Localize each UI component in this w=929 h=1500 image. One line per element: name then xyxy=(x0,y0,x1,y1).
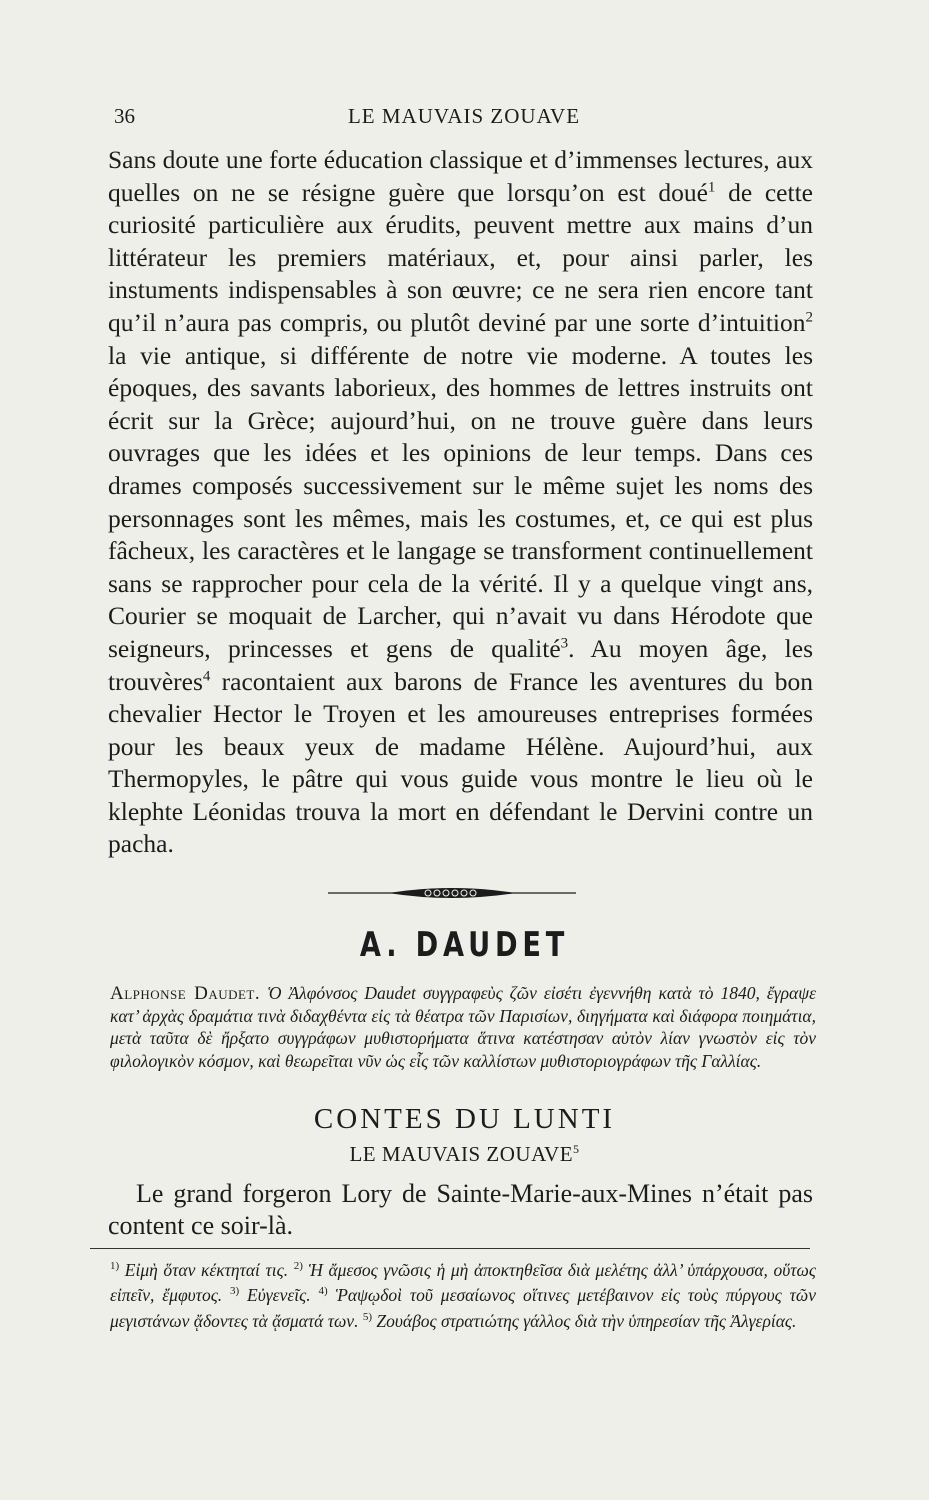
author-name: Alphonse Daudet. xyxy=(110,983,261,1004)
footnote-text: Ἡ ἄμεσος γνῶσις ἡ μὴ ἀποκτηθεῖσα διὰ μελέτης ἀλλ’ ὑπάρχουσα, οὕτως εἰπεῖν, ἔμφυτος. xyxy=(110,1259,816,1306)
story-opening: Le grand forgeron Lory de Sainte-Marie-aux-Mines n’était pas content ce soir-là. xyxy=(108,1179,813,1240)
footnote-marker: 4) xyxy=(318,1285,328,1298)
footnote-marker: 3) xyxy=(230,1285,240,1298)
footnote-ref: 2 xyxy=(805,309,813,326)
body-text-part: . Au moyen âge, les trouvères xyxy=(108,633,814,696)
body-text-part: de cette curiosité particulière aux érudits, peuvent mettre aux mains d’un littérateur les premiers matériaux, et, pour ainsi parler, les instuments indispensables à son œuvre; ce ne sera rien encore tant qu’il n’aura pas compris, ou plutôt deviné par une sorte d’intuition xyxy=(108,177,813,337)
footnote-text: Εἰμὴ ὅταν κέκτηταί τις. xyxy=(119,1259,294,1280)
footnote-text: Ῥαψῳδοὶ τοῦ μεσαίωνος οἵτινες μετέβαινον εἰς τοὺς πύργους τῶν μεγιστάνων ᾄδοντες τὰ ᾄσματά των. xyxy=(110,1285,817,1331)
story-title-text: LE MAUVAIS ZOUAVE xyxy=(349,1142,574,1166)
author-heading: A. DAUDET xyxy=(359,925,570,965)
story-collection-title: CONTES DU LUNTI xyxy=(313,1103,616,1135)
page-number: 36 xyxy=(114,104,135,128)
running-title: LE MAUVAIS ZOUAVE xyxy=(347,104,581,128)
body-text-part: Sans doute une forte éducation classique et d’immenses lectures, aux quelles on ne se résigne guère que lorsqu’on est doué xyxy=(108,145,813,207)
footnote-divider xyxy=(90,1248,810,1249)
footnotes xyxy=(110,1256,816,1332)
body-paragraph xyxy=(108,144,813,861)
biography-text: Ὁ Ἀλφόνσος Daudet συγγραφεὺς ζῶν εἰσέτι ἐγεννήθη κατὰ τὸ 1840, ἔγραψε κατ’ ἀρχὰς δραμάτια τινὰ διδαχθέντα εἰς τὰ θέατρα τῶν Παρισίων, διηγήματα καὶ διάφορα ποιημάτια, μετὰ ταῦτα δὲ ἤρξατο συγγράφων μυθιστορήματα ἅτινα κατέστησαν αὐτὸν λίαν γνωστὸν εἰς τὸν φιλολογικὸν κόσμον, καὶ θεωρεῖται νῦν ὡς εἷς τῶν καλλίστων μυθιστοριογράφων τῆς Γαλλίας. xyxy=(110,983,816,1071)
footnote-marker: 5) xyxy=(362,1310,372,1323)
footnote-text: Ζουάβος στρατιώτης γάλλος διὰ τὴν ὑπηρεσίαν τῆς Ἀλγερίας. xyxy=(372,1310,797,1331)
body-text-part: la vie antique, si différente de notre vie moderne. A toutes les époques, des savants laborieux, des hommes de lettres instruits ont écrit sur la Grèce; aujourd’hui, on ne trouve guère dans leurs ouvrages que les idées et les opinions de leur temps. Dans ces drames composés successivement sur le même sujet les noms des personnages sont les mêmes, mais les costumes, et, ce qui est plus fâcheux, les caractères et le langage se transforment continuellement sans se rapprocher pour cela de la vérité. Il y a quelque vingt ans, Courier se moquait de Larcher, qui n’avait vu dans Hérodote que seigneurs, princesses et gens de qualité xyxy=(108,340,813,663)
ornamental-rule-icon xyxy=(328,882,576,904)
author-biography xyxy=(110,982,816,1072)
footnote-text: Εὐγενεῖς. xyxy=(239,1285,319,1306)
body-text-part: racontaient aux barons de France les aventures du bon chevalier Hector le Troyen et les amoureuses entreprises formées pour les beaux yeux de madame Hélène. Aujourd’hui, aux Thermopyles, le pâtre qui vous guide vous montre le lieu où le klephte Léonidas trouva la mort en défendant le Dervini contre un pacha. xyxy=(108,666,813,859)
footnote-marker: 2) xyxy=(293,1260,303,1272)
footnote-ref: 5 xyxy=(573,1142,580,1156)
footnote-ref: 1 xyxy=(707,179,716,196)
story-title xyxy=(0,1142,929,1167)
footnote-ref: 3 xyxy=(560,635,569,652)
footnote-marker: 1) xyxy=(110,1260,120,1272)
footnote-ref: 4 xyxy=(202,668,211,684)
page-header xyxy=(108,100,820,130)
